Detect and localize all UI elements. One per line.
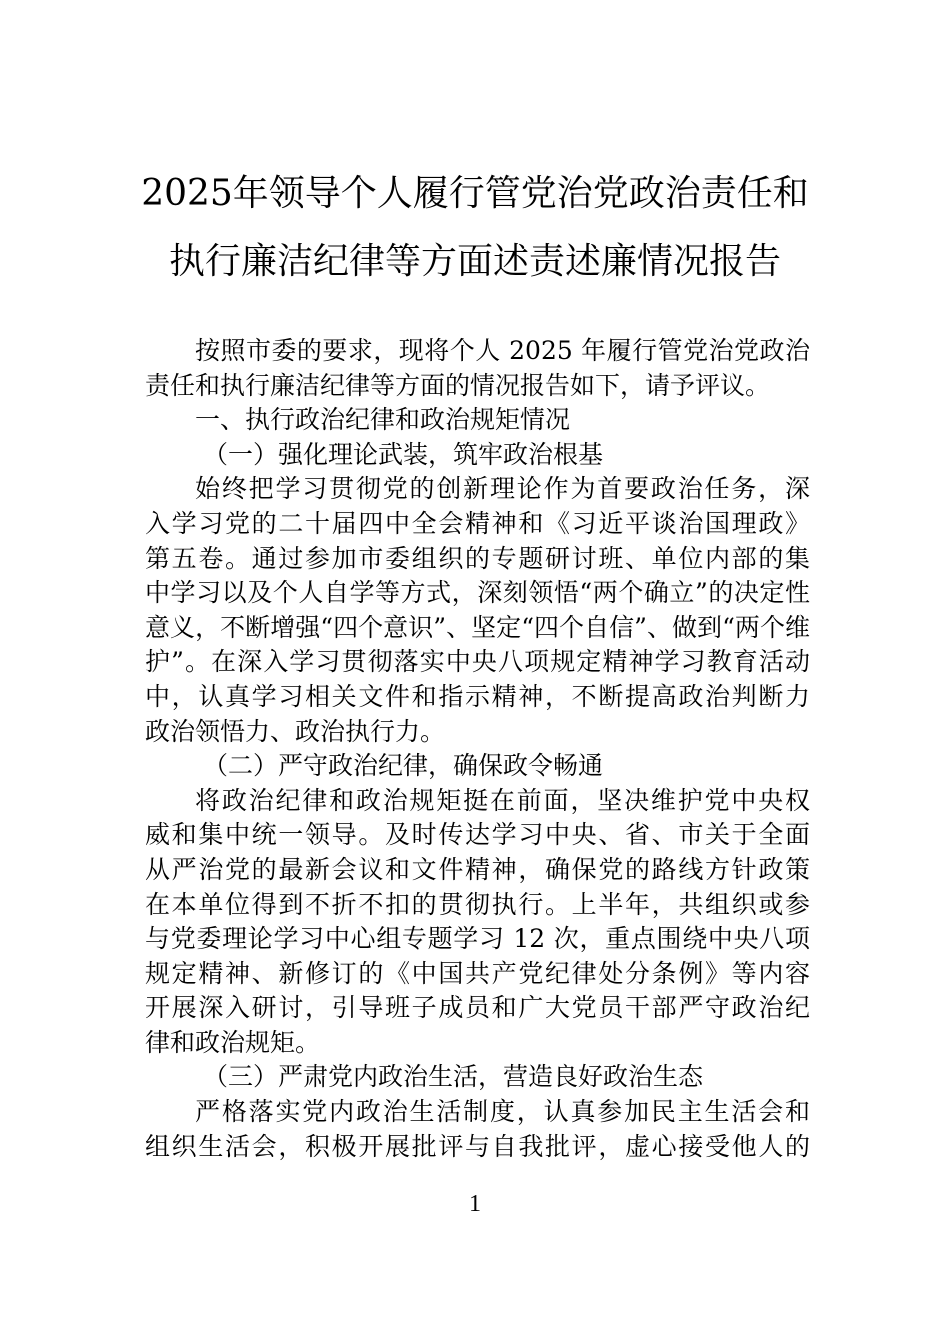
document-title-line-2: 执行廉洁纪律等方面述责述廉情况报告 <box>168 241 781 282</box>
paragraph-line: 威和集中统一领导。及时传达学习中央、省、市关于全面 <box>145 820 810 850</box>
section-heading: 一、执行政治纪律和政治规矩情况 <box>195 405 571 435</box>
paragraph-line: 从严治党的最新会议和文件精神，确保党的路线方针政策 <box>145 854 810 884</box>
paragraph-line: 律和政治规矩。 <box>145 1027 321 1057</box>
paragraph-line: 在本单位得到不折不扣的贯彻执行。上半年，共组织或参 <box>145 889 810 919</box>
paragraph-line: 责任和执行廉洁纪律等方面的情况报告如下，请予评议。 <box>145 370 771 400</box>
document-body <box>145 334 810 1164</box>
document-title-line-1: 2025年领导个人履行管党治党政治责任和 <box>141 173 809 214</box>
paragraph-line: 严格落实党内政治生活制度，认真参加民主生活会和 <box>195 1097 810 1127</box>
paragraph-line: 开展深入研讨，引导班子成员和广大党员干部严守政治纪 <box>145 993 810 1023</box>
paragraph-line: 入学习党的二十届四中全会精神和《习近平谈治国理政》 <box>145 508 810 538</box>
page-number: 1 <box>469 1191 481 1217</box>
paragraph-line: 政治领悟力、政治执行力。 <box>145 716 446 746</box>
paragraph-line: 意义，不断增强“四个意识”、坚定“四个自信”、做到“两个维 <box>145 612 810 642</box>
paragraph-line: 组织生活会，积极开展批评与自我批评，虚心接受他人的 <box>145 1131 810 1161</box>
paragraph-line: 将政治纪律和政治规矩挺在前面，坚决维护党中央权 <box>195 785 810 815</box>
paragraph-line: 中，认真学习相关文件和指示精神，不断提高政治判断力 <box>145 681 810 711</box>
subsection-heading: （三）严肃党内政治生活，营造良好政治生态 <box>203 1062 704 1092</box>
subsection-heading: （一）强化理论武装，筑牢政治根基 <box>203 439 604 469</box>
paragraph-line: 护”。在深入学习贯彻落实中央八项规定精神学习教育活动 <box>145 647 810 677</box>
paragraph-line: 第五卷。通过参加市委组织的专题研讨班、单位内部的集 <box>145 543 810 573</box>
paragraph-line: 始终把学习贯彻党的创新理论作为首要政治任务，深 <box>195 474 810 504</box>
paragraph-line: 中学习以及个人自学等方式，深刻领悟“两个确立”的决定性 <box>145 578 810 608</box>
paragraph-line: 按照市委的要求，现将个人 2025 年履行管党治党政治 <box>195 336 810 365</box>
subsection-heading: （二）严守政治纪律，确保政令畅通 <box>203 751 604 781</box>
paragraph-line: 与党委理论学习中心组专题学习 12 次，重点围绕中央八项 <box>145 924 810 954</box>
paragraph-line: 规定精神、新修订的《中国共产党纪律处分条例》等内容 <box>145 958 810 988</box>
